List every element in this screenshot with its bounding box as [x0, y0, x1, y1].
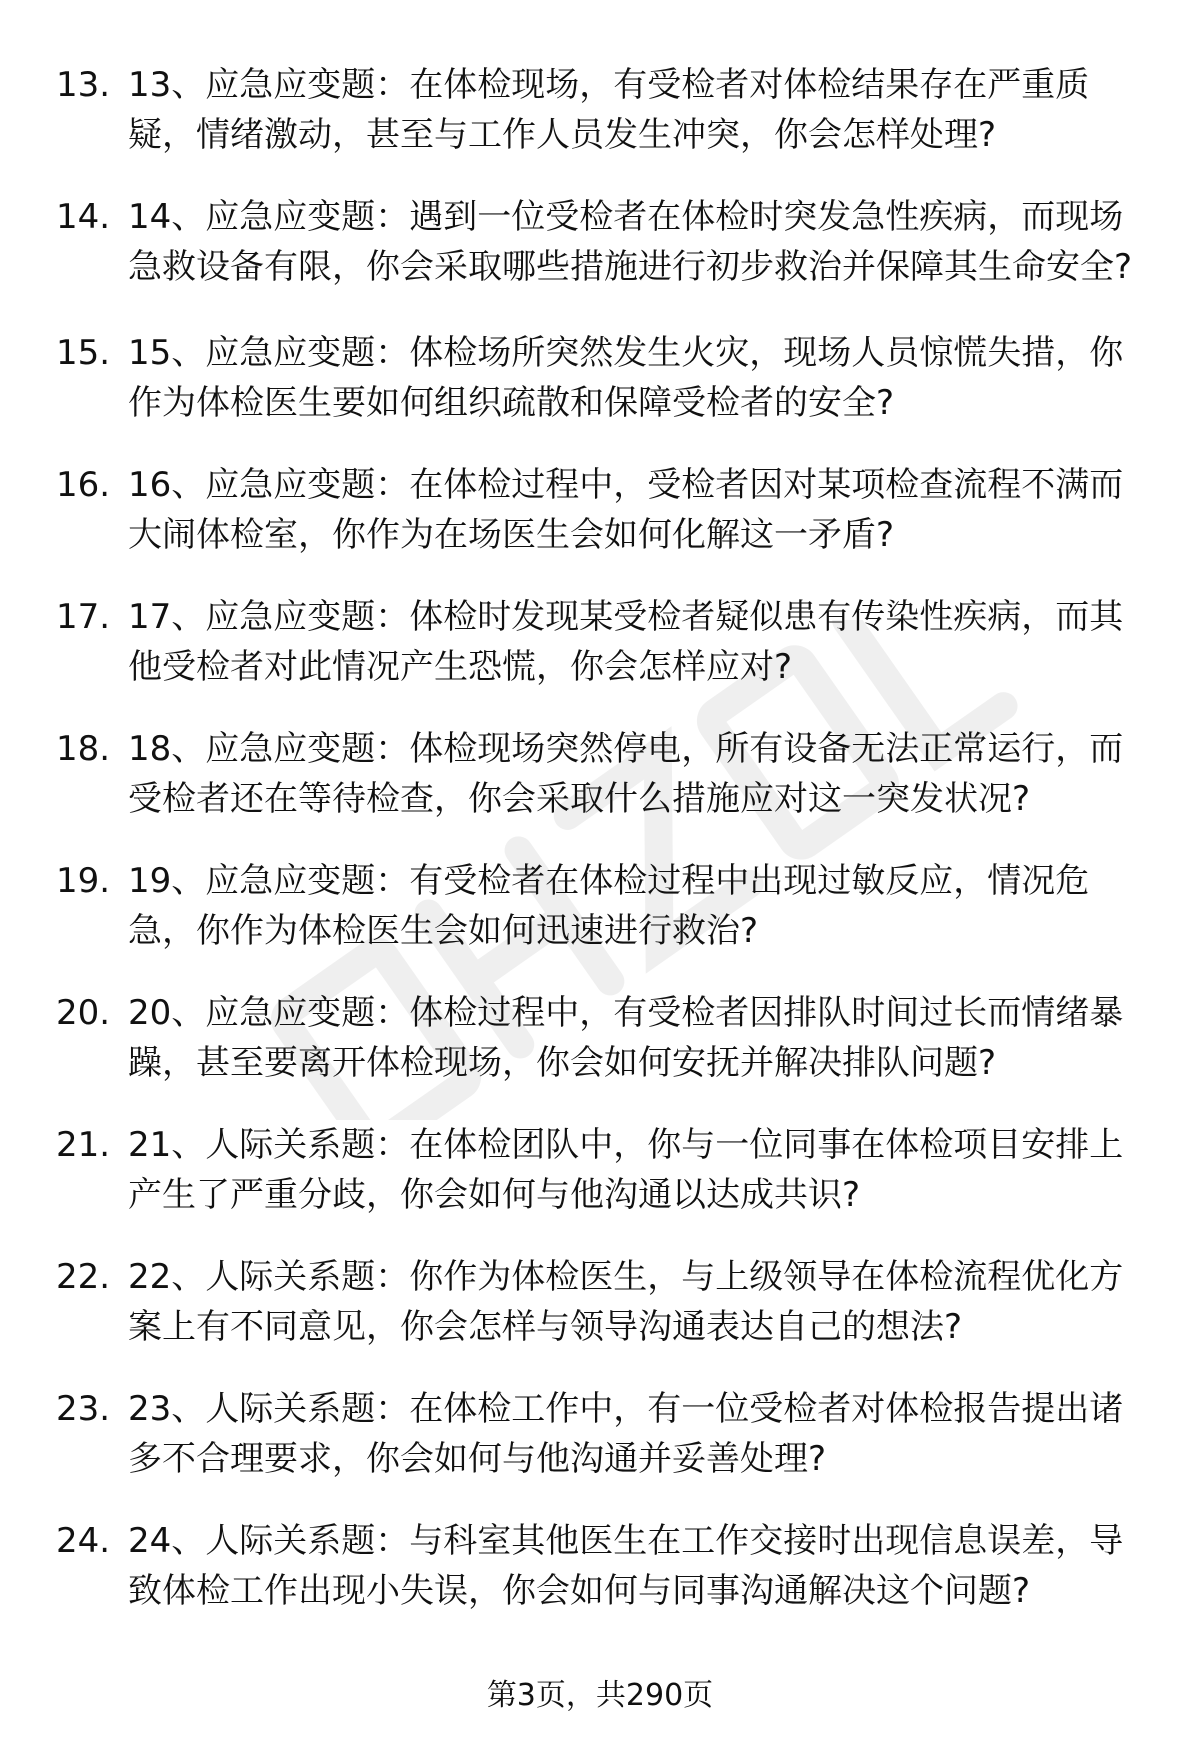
question-list [56, 60, 1146, 1648]
question-item [56, 1516, 1146, 1616]
question-item [56, 192, 1146, 292]
question-text: 13、应急应变题：在体检现场，有受检者对体检结果存在严重质疑，情绪激动，甚至与工作人员发生冲突，你会怎样处理? [128, 65, 1090, 155]
question-number: 21. [56, 1125, 111, 1165]
question-text: 21、人际关系题：在体检团队中，你与一位同事在体检项目安排上产生了严重分歧，你会如何与他沟通以达成共识? [128, 1125, 1124, 1215]
question-text: 24、人际关系题：与科室其他医生在工作交接时出现信息误差，导致体检工作出现小失误，你会如何与同事沟通解决这个问题? [128, 1521, 1124, 1611]
question-item [56, 460, 1146, 560]
question-item [56, 1120, 1146, 1220]
question-number: 19. [56, 861, 111, 901]
question-text: 14、应急应变题：遇到一位受检者在体检时突发急性疾病，而现场急救设备有限，你会采取哪些措施进行初步救治并保障其生命安全? [128, 197, 1133, 287]
question-item [56, 724, 1146, 824]
page-number-label: 第3页，共290页 [486, 1678, 714, 1713]
question-text: 22、人际关系题：你作为体检医生，与上级领导在体检流程优化方案上有不同意见，你会怎样与领导沟通表达自己的想法? [128, 1257, 1124, 1347]
question-number: 15. [56, 333, 111, 373]
question-number: 17. [56, 597, 111, 637]
question-number: 22. [56, 1257, 111, 1297]
question-number: 23. [56, 1389, 111, 1429]
question-text: 20、应急应变题：体检过程中，有受检者因排队时间过长而情绪暴躁，甚至要离开体检现场，你会如何安抚并解决排队问题? [128, 993, 1124, 1083]
question-text: 16、应急应变题：在体检过程中，受检者因对某项检查流程不满而大闹体检室，你作为在场医生会如何化解这一矛盾? [128, 465, 1124, 555]
question-text: 18、应急应变题：体检现场突然停电，所有设备无法正常运行，而受检者还在等待检查，你会采取什么措施应对这一突发状况? [128, 729, 1124, 819]
question-text: 17、应急应变题：体检时发现某受检者疑似患有传染性疾病，而其他受检者对此情况产生恐慌，你会怎样应对? [128, 597, 1124, 687]
question-number: 24. [56, 1521, 111, 1561]
question-number: 20. [56, 993, 111, 1033]
page-footer [0, 1676, 1200, 1716]
question-item [56, 60, 1146, 160]
question-item [56, 1252, 1146, 1352]
question-text: 23、人际关系题：在体检工作中，有一位受检者对体检报告提出诸多不合理要求，你会如何与他沟通并妥善处理? [128, 1389, 1124, 1479]
question-number: 18. [56, 729, 111, 769]
question-number: 14. [56, 197, 111, 237]
question-item [56, 1384, 1146, 1484]
question-item [56, 988, 1146, 1088]
question-text: 15、应急应变题：体检场所突然发生火灾，现场人员惊慌失措，你作为体检医生要如何组织疏散和保障受检者的安全? [128, 333, 1124, 423]
question-text: 19、应急应变题：有受检者在体检过程中出现过敏反应，情况危急，你作为体检医生会如何迅速进行救治? [128, 861, 1090, 951]
question-item [56, 856, 1146, 956]
question-number: 13. [56, 65, 111, 105]
question-item [56, 592, 1146, 692]
question-item [56, 328, 1146, 428]
question-number: 16. [56, 465, 111, 505]
